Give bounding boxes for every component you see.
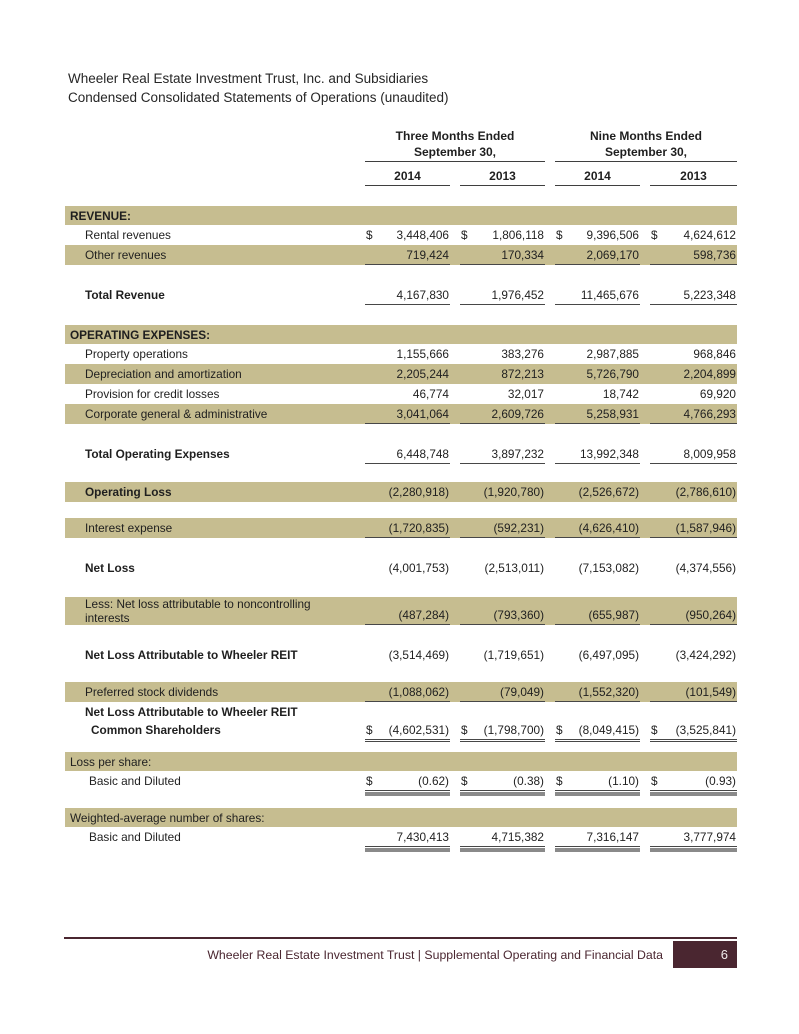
table-row-common-shareholders-line1: Net Loss Attributable to Wheeler REIT [85,704,298,719]
cell-value: (487,284) [365,597,450,625]
row-label: Basic and Diluted [89,830,181,844]
table-body [65,206,737,847]
table-row-net-loss [65,558,737,578]
cell-value: 2,204,899 [683,367,736,381]
column-year: 2014 [555,165,640,186]
footer-text: Wheeler Real Estate Investment Trust | Supplemental Operating and Financial Data [207,947,663,962]
table-row [65,384,737,404]
period-header-row [65,128,737,162]
cell-value: 8,009,958 [650,444,737,464]
page-number-badge [673,941,737,968]
cell-value: 719,424 [365,245,450,265]
cell-value: 2,069,170 [555,245,640,265]
document-title [68,70,449,107]
cell-value: 872,213 [501,367,544,381]
cell-value: 5,726,790 [586,367,639,381]
table-row-common-shareholders [65,720,737,740]
cell-value: (6,497,095) [578,648,639,662]
cell-value: (101,549) [650,682,737,702]
cell-value: (2,513,011) [484,561,544,575]
cell-value: 3,777,974 [650,827,737,847]
section-header-weighted-average-shares: Weighted-average number of shares: [65,808,737,827]
column-year: 2013 [650,165,737,186]
row-label: Net Loss Attributable to Wheeler REIT [85,648,298,662]
cell-value: 11,465,676 [555,285,640,305]
row-label: Interest expense [85,521,173,535]
row-label: Provision for credit losses [85,387,220,401]
cell-value: 6,448,748 [365,444,450,464]
cell-value: (2,526,672) [578,485,639,499]
cell-value: 4,715,382 [460,827,545,847]
table-row-operating-loss [65,482,737,502]
cell-value: $ (3,525,841) [650,720,737,740]
row-label: Common Shareholders [91,723,221,737]
cell-value: $ (1,798,700) [460,720,545,740]
column-year: 2014 [365,165,450,186]
table-row-net-loss-attributable [65,645,737,665]
row-label: Other revenues [85,248,167,262]
period-header-nine-months: Nine Months Ended September 30, [555,128,737,162]
cell-value: (2,786,610) [675,485,736,499]
cell-value: 7,430,413 [365,827,450,847]
row-label: Operating Loss [85,485,172,499]
cell-value: (793,360) [460,597,545,625]
cell-value: (4,001,753) [388,561,449,575]
cell-value: (7,153,082) [578,561,639,575]
table-row-interest-expense [65,518,737,538]
cell-value: 170,334 [460,245,545,265]
row-label: Corporate general & administrative [85,407,268,421]
cell-value: 7,316,147 [555,827,640,847]
statement-title: Condensed Consolidated Statements of Operations (unaudited) [68,89,449,105]
cell-value: 968,846 [693,347,736,361]
table-row-weighted-average-shares [65,827,737,847]
cell-value: $ (0.62) [365,771,450,791]
cell-value: (79,049) [460,682,545,702]
cell-value: $ (4,602,531) [365,720,450,740]
table-row [65,225,737,245]
row-label: Total Operating Expenses [85,447,230,461]
table-row-loss-per-share [65,771,737,791]
cell-value: $ (0.93) [650,771,737,791]
cell-value: (1,587,946) [650,518,737,538]
cell-value: (592,231) [460,518,545,538]
cell-value: (2,280,918) [388,485,449,499]
cell-value: 13,992,348 [555,444,640,464]
cell-value: 5,258,931 [555,404,640,424]
cell-value: (950,264) [650,597,737,625]
page-number: 6 [720,947,728,962]
section-header-revenue: REVENUE: [65,206,737,225]
row-label: Depreciation and amortization [85,367,242,381]
cell-value: (1,552,320) [555,682,640,702]
cell-value: 32,017 [507,387,544,401]
cell-value: $ (1.10) [555,771,640,791]
cell-value: (1,088,062) [365,682,450,702]
cell-value: 4,766,293 [650,404,737,424]
cell-value: 46,774 [412,387,449,401]
table-row [65,404,737,424]
row-label: Rental revenues [85,228,171,242]
cell-value: 3,041,064 [365,404,450,424]
cell-value: (1,719,651) [483,648,544,662]
row-label: Basic and Diluted [89,774,181,788]
table-row-total-operating-expenses [65,444,737,464]
row-label: Property operations [85,347,188,361]
row-label: Less: Net loss attributable to noncontrolling interests [85,597,311,625]
company-name: Wheeler Real Estate Investment Trust, Inc. and Subsidiaries [68,71,429,86]
table-row-noncontrolling-interests [65,597,737,625]
footer-divider [64,937,737,939]
statements-of-operations-table [65,128,737,847]
row-label: Net Loss [85,561,135,575]
row-label: Total Revenue [85,288,165,302]
cell-value: 5,223,348 [650,285,737,305]
cell-value: 2,609,726 [460,404,545,424]
cell-value: (3,514,469) [388,648,449,662]
table-row-preferred-dividends [65,682,737,702]
table-row [65,364,737,384]
cell-value: $ (8,049,415) [555,720,640,740]
cell-value: 69,920 [699,387,736,401]
cell-value: (4,374,556) [675,561,736,575]
cell-value: 598,736 [650,245,737,265]
section-header-operating-expenses: OPERATING EXPENSES: [65,325,737,344]
row-label: Preferred stock dividends [85,685,219,699]
cell-value: $ 3,448,406 [366,228,449,242]
table-row [65,344,737,364]
cell-value: (4,626,410) [555,518,640,538]
cell-value: 3,897,232 [460,444,545,464]
cell-value: $ (0.38) [460,771,545,791]
cell-value: (1,920,780) [483,485,544,499]
cell-value: $ 9,396,506 [556,228,639,242]
cell-value: $ 1,806,118 [461,228,544,242]
cell-value: 383,276 [501,347,544,361]
cell-value: 18,742 [602,387,639,401]
table-row-total-revenue [65,285,737,305]
cell-value: 2,205,244 [396,367,449,381]
period-header-three-months: Three Months Ended September 30, [365,128,545,162]
cell-value: $ 4,624,612 [651,228,736,242]
cell-value: (3,424,292) [675,648,736,662]
cell-value: (655,987) [555,597,640,625]
page-footer [64,941,737,968]
cell-value: 1,155,666 [396,347,449,361]
section-header-loss-per-share: Loss per share: [65,752,737,771]
cell-value: 4,167,830 [365,285,450,305]
column-year: 2013 [460,165,545,186]
table-row [65,245,737,265]
year-header-row [65,165,737,186]
cell-value: (1,720,835) [365,518,450,538]
cell-value: 1,976,452 [460,285,545,305]
cell-value: 2,987,885 [586,347,639,361]
